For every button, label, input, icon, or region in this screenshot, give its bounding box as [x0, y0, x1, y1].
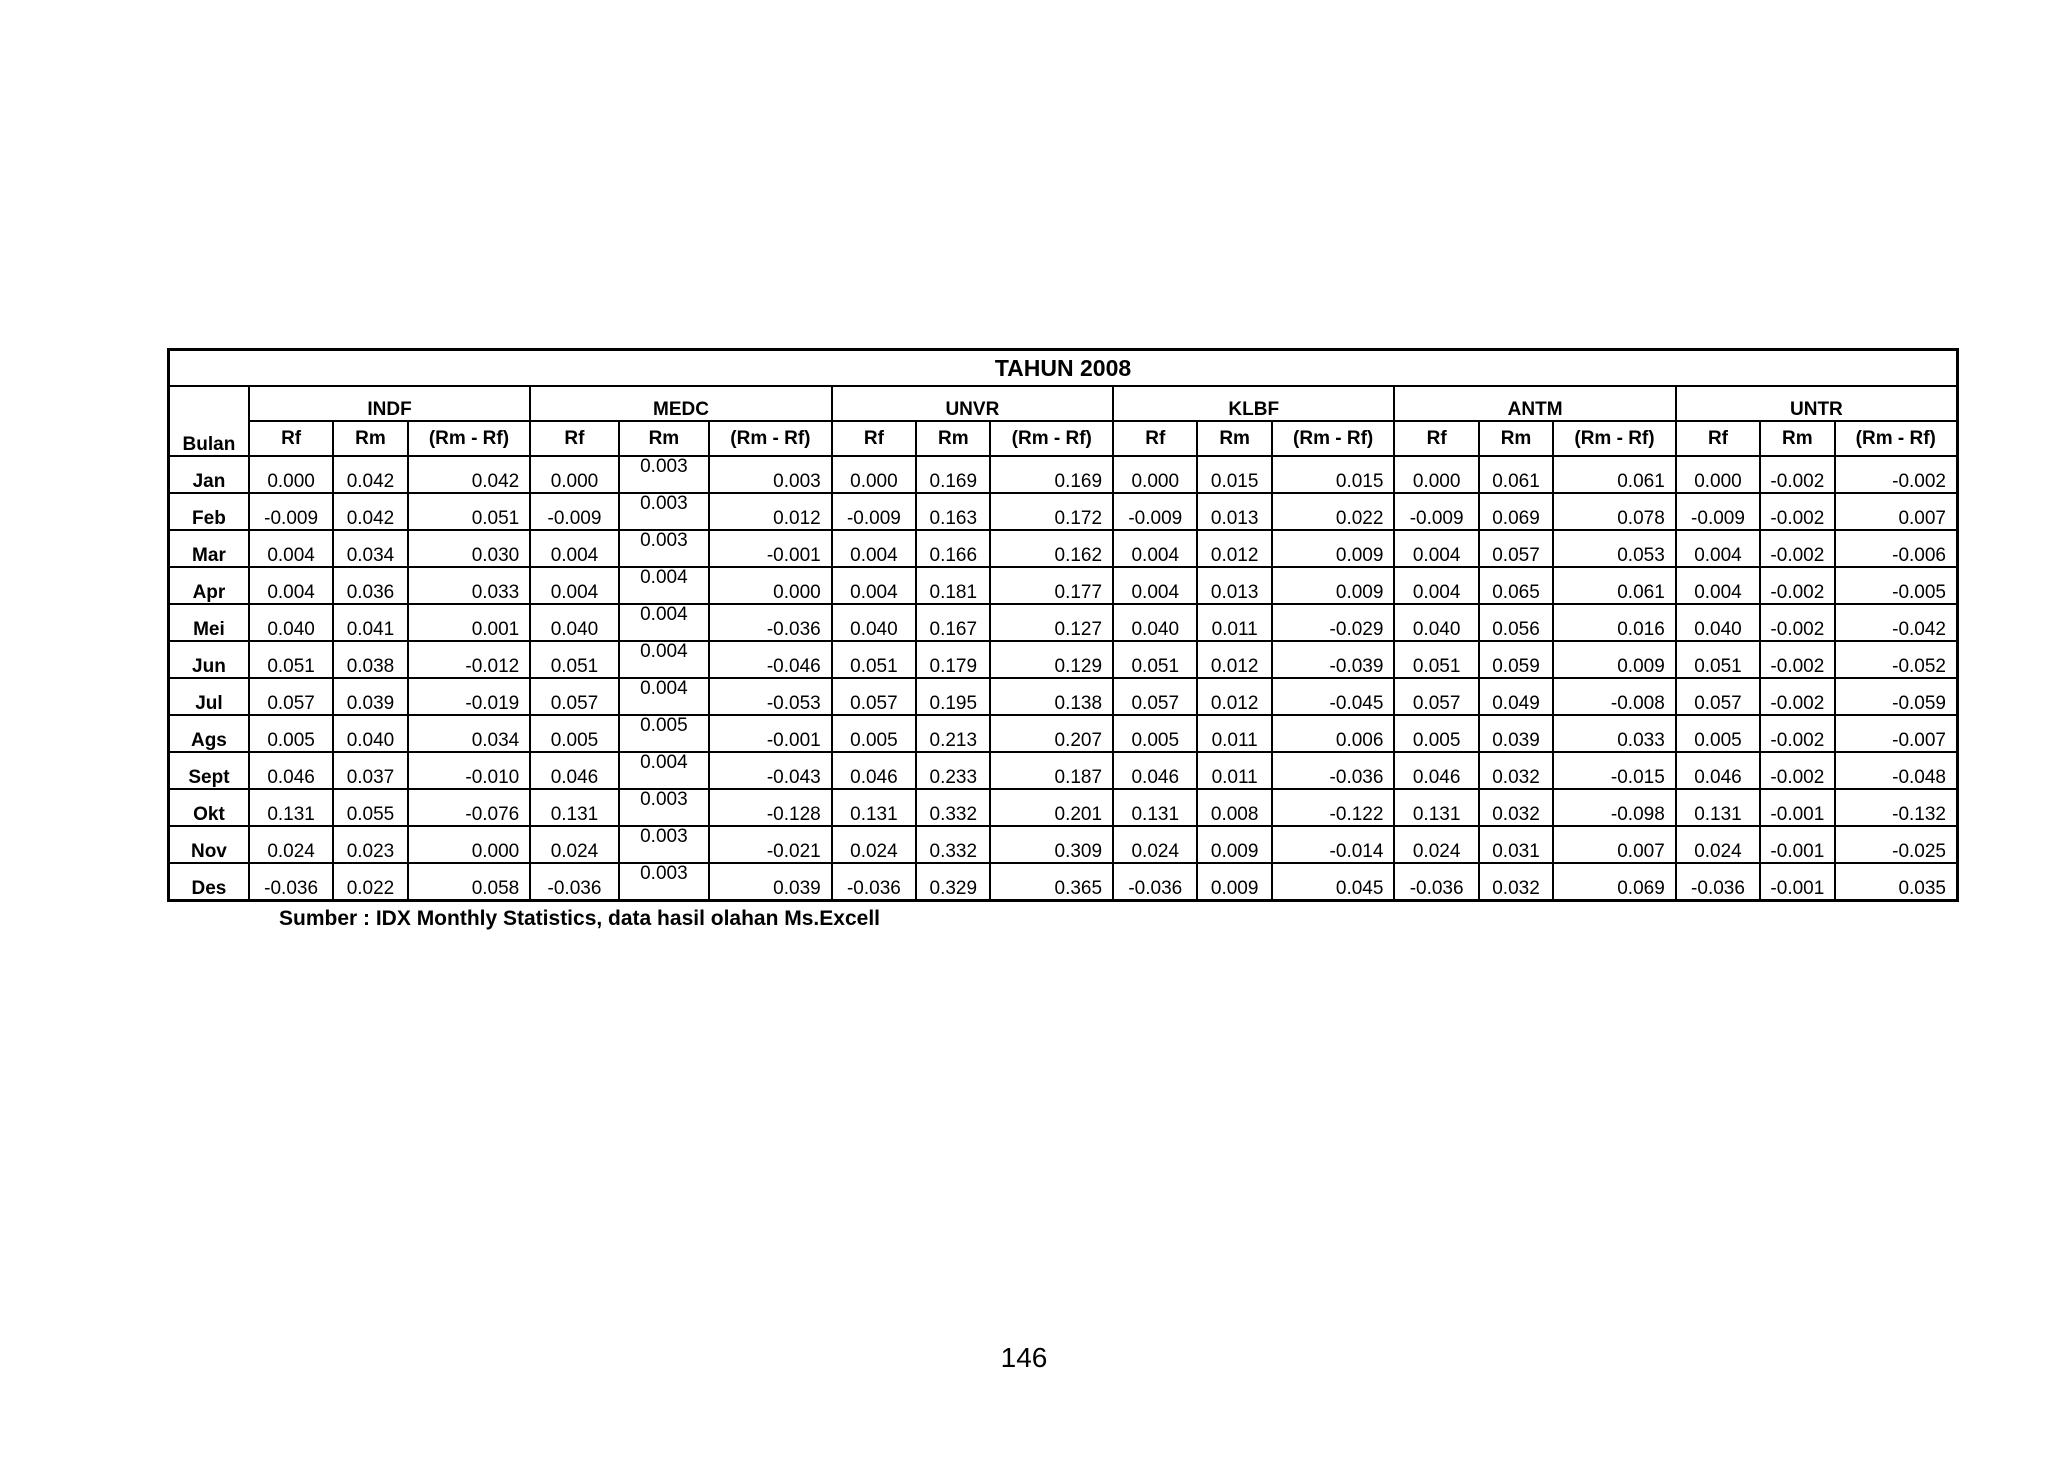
month-cell: Jun [169, 641, 249, 678]
value-cell: -0.036 [709, 604, 832, 641]
column-header: Rf [832, 421, 916, 456]
value-cell: 0.004 [832, 530, 916, 567]
table-row [169, 789, 1958, 826]
value-cell: 0.005 [1676, 715, 1760, 752]
value-cell: 0.040 [1676, 604, 1760, 641]
value-cell: -0.001 [709, 715, 832, 752]
table-row [169, 493, 1958, 530]
value-cell: 0.131 [1676, 789, 1760, 826]
value-cell: 0.016 [1553, 604, 1676, 641]
value-cell: 0.057 [1394, 678, 1478, 715]
value-cell: 0.035 [1835, 863, 1958, 901]
value-cell: -0.002 [1760, 715, 1834, 752]
sub-header-row [169, 421, 1958, 456]
table-row [169, 863, 1958, 901]
value-cell: 0.011 [1197, 604, 1271, 641]
value-cell: 0.056 [1479, 604, 1553, 641]
value-cell: 0.003 [619, 493, 709, 530]
value-cell: 0.005 [1394, 715, 1478, 752]
value-cell: 0.127 [990, 604, 1113, 641]
value-cell: 0.365 [990, 863, 1113, 901]
value-cell: 0.179 [916, 641, 990, 678]
value-cell: -0.036 [1272, 752, 1395, 789]
value-cell: -0.036 [530, 863, 618, 901]
month-cell: Mei [169, 604, 249, 641]
value-cell: -0.045 [1272, 678, 1395, 715]
value-cell: 0.005 [832, 715, 916, 752]
value-cell: 0.046 [1394, 752, 1478, 789]
value-cell: 0.024 [1113, 826, 1197, 863]
value-cell: 0.015 [1197, 456, 1271, 493]
value-cell: -0.009 [832, 493, 916, 530]
value-cell: 0.000 [832, 456, 916, 493]
column-header: Rm [916, 421, 990, 456]
value-cell: -0.002 [1760, 456, 1834, 493]
value-cell: -0.010 [408, 752, 531, 789]
value-cell: -0.042 [1835, 604, 1958, 641]
value-cell: 0.131 [832, 789, 916, 826]
value-cell: 0.233 [916, 752, 990, 789]
value-cell: 0.167 [916, 604, 990, 641]
value-cell: 0.005 [530, 715, 618, 752]
value-cell: -0.002 [1760, 641, 1834, 678]
table-row [169, 641, 1958, 678]
value-cell: 0.022 [1272, 493, 1395, 530]
value-cell: 0.163 [916, 493, 990, 530]
value-cell: 0.006 [1272, 715, 1395, 752]
value-cell: 0.024 [249, 826, 333, 863]
returns-table [167, 348, 1959, 902]
company-header: KLBF [1113, 386, 1394, 421]
column-header: (Rm - Rf) [709, 421, 832, 456]
value-cell: -0.002 [1760, 567, 1834, 604]
month-cell: Jan [169, 456, 249, 493]
value-cell: 0.009 [1553, 641, 1676, 678]
company-header: UNTR [1676, 386, 1958, 421]
value-cell: 0.008 [1197, 789, 1271, 826]
value-cell: 0.011 [1197, 752, 1271, 789]
value-cell: 0.009 [1272, 567, 1395, 604]
value-cell: 0.201 [990, 789, 1113, 826]
column-header: Rm [1479, 421, 1553, 456]
value-cell: 0.000 [1113, 456, 1197, 493]
value-cell: 0.004 [530, 567, 618, 604]
value-cell: 0.046 [1676, 752, 1760, 789]
month-cell: Des [169, 863, 249, 901]
value-cell: -0.009 [530, 493, 618, 530]
value-cell: 0.069 [1479, 493, 1553, 530]
value-cell: -0.002 [1760, 678, 1834, 715]
value-cell: -0.019 [408, 678, 531, 715]
column-header: (Rm - Rf) [1272, 421, 1395, 456]
value-cell: 0.040 [333, 715, 407, 752]
value-cell: -0.007 [1835, 715, 1958, 752]
table-body [169, 456, 1958, 901]
value-cell: 0.013 [1197, 567, 1271, 604]
value-cell: 0.001 [408, 604, 531, 641]
value-cell: 0.038 [333, 641, 407, 678]
value-cell: 0.057 [1479, 530, 1553, 567]
value-cell: 0.057 [249, 678, 333, 715]
value-cell: 0.030 [408, 530, 531, 567]
value-cell: 0.004 [619, 678, 709, 715]
value-cell: 0.031 [1479, 826, 1553, 863]
table-row [169, 752, 1958, 789]
value-cell: -0.009 [1676, 493, 1760, 530]
value-cell: -0.005 [1835, 567, 1958, 604]
value-cell: 0.065 [1479, 567, 1553, 604]
value-cell: 0.051 [1113, 641, 1197, 678]
value-cell: 0.036 [333, 567, 407, 604]
value-cell: -0.036 [1676, 863, 1760, 901]
value-cell: 0.024 [832, 826, 916, 863]
value-cell: 0.332 [916, 789, 990, 826]
value-cell: 0.000 [408, 826, 531, 863]
value-cell: 0.034 [408, 715, 531, 752]
value-cell: 0.037 [333, 752, 407, 789]
value-cell: 0.009 [1272, 530, 1395, 567]
value-cell: -0.128 [709, 789, 832, 826]
value-cell: 0.000 [1676, 456, 1760, 493]
column-header: Rm [1197, 421, 1271, 456]
value-cell: 0.000 [249, 456, 333, 493]
value-cell: 0.004 [619, 752, 709, 789]
value-cell: 0.003 [619, 826, 709, 863]
value-cell: 0.005 [619, 715, 709, 752]
value-cell: 0.032 [1479, 752, 1553, 789]
column-header: (Rm - Rf) [990, 421, 1113, 456]
value-cell: 0.004 [619, 604, 709, 641]
company-header: UNVR [832, 386, 1113, 421]
value-cell: -0.053 [709, 678, 832, 715]
value-cell: 0.051 [249, 641, 333, 678]
value-cell: 0.003 [619, 789, 709, 826]
value-cell: 0.213 [916, 715, 990, 752]
value-cell: 0.004 [1394, 530, 1478, 567]
month-cell: Feb [169, 493, 249, 530]
value-cell: 0.040 [1394, 604, 1478, 641]
value-cell: 0.187 [990, 752, 1113, 789]
value-cell: 0.003 [619, 530, 709, 567]
column-header: (Rm - Rf) [408, 421, 531, 456]
table-row [169, 530, 1958, 567]
value-cell: 0.053 [1553, 530, 1676, 567]
value-cell: 0.012 [1197, 678, 1271, 715]
value-cell: -0.012 [408, 641, 531, 678]
value-cell: -0.122 [1272, 789, 1395, 826]
column-header: Rf [1113, 421, 1197, 456]
value-cell: -0.008 [1553, 678, 1676, 715]
value-cell: 0.009 [1197, 826, 1271, 863]
value-cell: 0.011 [1197, 715, 1271, 752]
value-cell: 0.042 [333, 456, 407, 493]
value-cell: 0.034 [333, 530, 407, 567]
value-cell: 0.005 [249, 715, 333, 752]
value-cell: 0.000 [709, 567, 832, 604]
value-cell: -0.015 [1553, 752, 1676, 789]
value-cell: 0.057 [1113, 678, 1197, 715]
value-cell: 0.040 [1113, 604, 1197, 641]
column-header: Rm [619, 421, 709, 456]
value-cell: 0.009 [1197, 863, 1271, 901]
value-cell: 0.051 [1676, 641, 1760, 678]
value-cell: -0.039 [1272, 641, 1395, 678]
value-cell: 0.177 [990, 567, 1113, 604]
value-cell: 0.046 [1113, 752, 1197, 789]
value-cell: -0.048 [1835, 752, 1958, 789]
page-number: 146 [1000, 1342, 1048, 1373]
value-cell: 0.042 [408, 456, 531, 493]
table-title: TAHUN 2008 [169, 350, 1958, 387]
value-cell: 0.057 [530, 678, 618, 715]
value-cell: 0.181 [916, 567, 990, 604]
value-cell: 0.078 [1553, 493, 1676, 530]
value-cell: 0.162 [990, 530, 1113, 567]
value-cell: 0.040 [530, 604, 618, 641]
value-cell: -0.029 [1272, 604, 1395, 641]
value-cell: 0.041 [333, 604, 407, 641]
month-cell: Apr [169, 567, 249, 604]
value-cell: -0.076 [408, 789, 531, 826]
table-row [169, 456, 1958, 493]
value-cell: -0.043 [709, 752, 832, 789]
value-cell: -0.009 [249, 493, 333, 530]
value-cell: 0.000 [1394, 456, 1478, 493]
value-cell: 0.039 [333, 678, 407, 715]
value-cell: 0.032 [1479, 789, 1553, 826]
value-cell: -0.001 [1760, 789, 1834, 826]
value-cell: -0.046 [709, 641, 832, 678]
value-cell: 0.045 [1272, 863, 1395, 901]
value-cell: 0.033 [408, 567, 531, 604]
value-cell: -0.001 [709, 530, 832, 567]
value-cell: -0.009 [1394, 493, 1478, 530]
company-header: INDF [249, 386, 530, 421]
company-header-row [169, 386, 1958, 421]
column-header: Rf [1676, 421, 1760, 456]
value-cell: -0.021 [709, 826, 832, 863]
value-cell: -0.006 [1835, 530, 1958, 567]
value-cell: 0.015 [1272, 456, 1395, 493]
value-cell: 0.049 [1479, 678, 1553, 715]
value-cell: 0.004 [1113, 530, 1197, 567]
table-row [169, 826, 1958, 863]
value-cell: -0.132 [1835, 789, 1958, 826]
value-cell: 0.042 [333, 493, 407, 530]
value-cell: 0.000 [530, 456, 618, 493]
value-cell: 0.004 [249, 567, 333, 604]
value-cell: 0.004 [1113, 567, 1197, 604]
value-cell: 0.207 [990, 715, 1113, 752]
value-cell: 0.195 [916, 678, 990, 715]
month-cell: Mar [169, 530, 249, 567]
table-row [169, 567, 1958, 604]
value-cell: 0.022 [333, 863, 407, 901]
value-cell: 0.131 [530, 789, 618, 826]
value-cell: 0.046 [249, 752, 333, 789]
month-cell: Jul [169, 678, 249, 715]
value-cell: 0.032 [1479, 863, 1553, 901]
value-cell: 0.004 [1676, 567, 1760, 604]
value-cell: 0.309 [990, 826, 1113, 863]
value-cell: 0.131 [1394, 789, 1478, 826]
value-cell: -0.036 [1113, 863, 1197, 901]
column-header: Rf [1394, 421, 1478, 456]
value-cell: 0.040 [832, 604, 916, 641]
value-cell: -0.036 [832, 863, 916, 901]
value-cell: 0.004 [530, 530, 618, 567]
value-cell: 0.131 [249, 789, 333, 826]
value-cell: 0.329 [916, 863, 990, 901]
column-header: Rf [530, 421, 618, 456]
column-header: Rf [249, 421, 333, 456]
value-cell: 0.003 [709, 456, 832, 493]
value-cell: 0.012 [709, 493, 832, 530]
value-cell: 0.012 [1197, 641, 1271, 678]
value-cell: 0.046 [832, 752, 916, 789]
value-cell: 0.007 [1835, 493, 1958, 530]
value-cell: 0.057 [832, 678, 916, 715]
value-cell: 0.131 [1113, 789, 1197, 826]
value-cell: 0.051 [1394, 641, 1478, 678]
month-cell: Nov [169, 826, 249, 863]
value-cell: -0.036 [249, 863, 333, 901]
value-cell: 0.059 [1479, 641, 1553, 678]
column-header: Rm [333, 421, 407, 456]
value-cell: -0.036 [1394, 863, 1478, 901]
month-cell: Sept [169, 752, 249, 789]
value-cell: 0.024 [1676, 826, 1760, 863]
value-cell: 0.166 [916, 530, 990, 567]
month-header: Bulan [169, 386, 249, 456]
value-cell: 0.013 [1197, 493, 1271, 530]
value-cell: 0.004 [249, 530, 333, 567]
value-cell: -0.025 [1835, 826, 1958, 863]
value-cell: 0.040 [249, 604, 333, 641]
table-row [169, 604, 1958, 641]
value-cell: 0.004 [619, 567, 709, 604]
column-header: (Rm - Rf) [1835, 421, 1958, 456]
value-cell: 0.069 [1553, 863, 1676, 901]
value-cell: -0.002 [1835, 456, 1958, 493]
value-cell: 0.004 [619, 641, 709, 678]
source-note: Sumber : IDX Monthly Statistics, data hasil olahan Ms.Excell [279, 907, 880, 930]
value-cell: 0.051 [832, 641, 916, 678]
table-row [169, 715, 1958, 752]
value-cell: 0.004 [1676, 530, 1760, 567]
value-cell: 0.057 [1676, 678, 1760, 715]
value-cell: 0.172 [990, 493, 1113, 530]
value-cell: 0.061 [1553, 567, 1676, 604]
value-cell: -0.052 [1835, 641, 1958, 678]
value-cell: 0.003 [619, 456, 709, 493]
value-cell: -0.059 [1835, 678, 1958, 715]
value-cell: 0.051 [408, 493, 531, 530]
company-header: MEDC [530, 386, 831, 421]
value-cell: -0.098 [1553, 789, 1676, 826]
value-cell: -0.001 [1760, 826, 1834, 863]
month-cell: Ags [169, 715, 249, 752]
company-header: ANTM [1394, 386, 1675, 421]
month-cell: Okt [169, 789, 249, 826]
value-cell: -0.001 [1760, 863, 1834, 901]
value-cell: 0.004 [832, 567, 916, 604]
value-cell: 0.169 [916, 456, 990, 493]
value-cell: 0.003 [619, 863, 709, 901]
value-cell: 0.004 [1394, 567, 1478, 604]
value-cell: 0.046 [530, 752, 618, 789]
column-header: (Rm - Rf) [1553, 421, 1676, 456]
value-cell: 0.332 [916, 826, 990, 863]
value-cell: 0.023 [333, 826, 407, 863]
value-cell: 0.169 [990, 456, 1113, 493]
value-cell: -0.009 [1113, 493, 1197, 530]
value-cell: 0.012 [1197, 530, 1271, 567]
value-cell: -0.002 [1760, 530, 1834, 567]
value-cell: 0.051 [530, 641, 618, 678]
value-cell: 0.061 [1479, 456, 1553, 493]
value-cell: -0.002 [1760, 752, 1834, 789]
value-cell: 0.055 [333, 789, 407, 826]
value-cell: 0.007 [1553, 826, 1676, 863]
value-cell: 0.058 [408, 863, 531, 901]
value-cell: 0.005 [1113, 715, 1197, 752]
column-header: Rm [1760, 421, 1834, 456]
value-cell: 0.024 [530, 826, 618, 863]
value-cell: 0.033 [1553, 715, 1676, 752]
value-cell: -0.002 [1760, 493, 1834, 530]
value-cell: 0.138 [990, 678, 1113, 715]
value-cell: -0.002 [1760, 604, 1834, 641]
value-cell: 0.129 [990, 641, 1113, 678]
table-row [169, 678, 1958, 715]
value-cell: 0.024 [1394, 826, 1478, 863]
value-cell: 0.039 [1479, 715, 1553, 752]
value-cell: 0.039 [709, 863, 832, 901]
value-cell: -0.014 [1272, 826, 1395, 863]
value-cell: 0.061 [1553, 456, 1676, 493]
